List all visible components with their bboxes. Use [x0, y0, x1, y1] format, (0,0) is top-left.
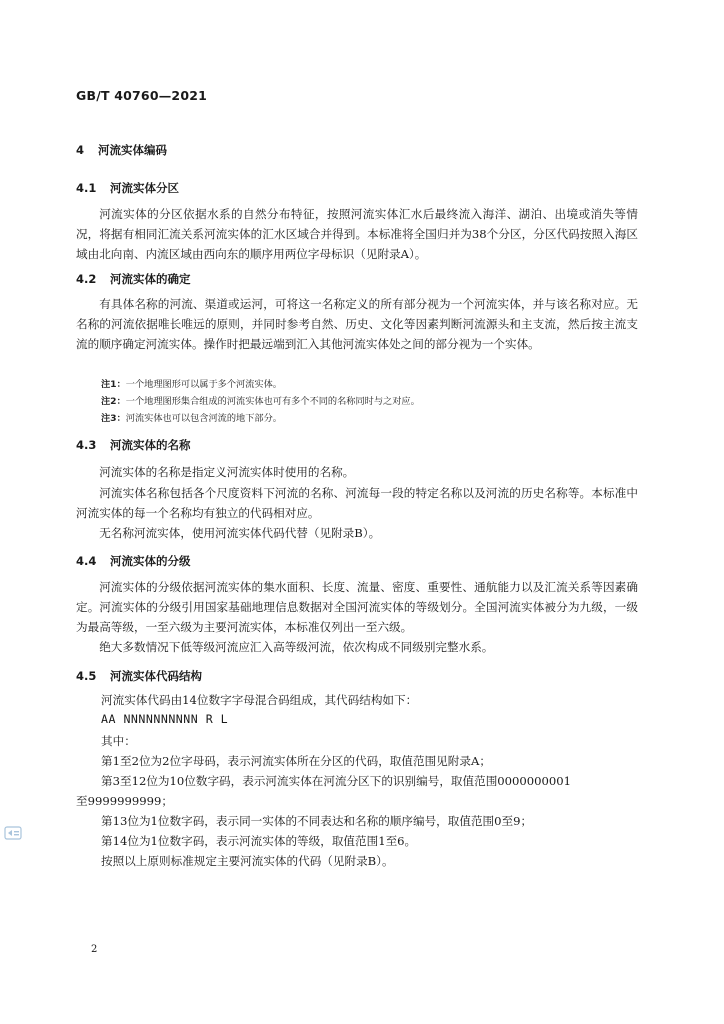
note-text: 一个地理图形可以属于多个河流实体。	[125, 379, 282, 390]
note-tag: 注2：	[101, 396, 126, 407]
section-title: 河流实体分区	[110, 181, 180, 195]
paragraph-4-2: 有具体名称的河流、渠道或运河，可将这一名称定义的所有部分视为一个河流实体，并与该名称对应。无名称的河流依据唯长唯远的原则，并同时参考自然、历史、文化等因素判断河流源头和主支流，然后按主流支流的顺序确定河流实体。操作时把最远端到汇入其他河流实体处之间的部分视为一个实体。	[76, 297, 638, 351]
section-title: 河流实体的分级	[110, 554, 191, 568]
paragraph-4-4-1: 河流实体的分级依据河流实体的集水面积、长度、流量、密度、重要性、通航能力以及汇流关系等因素确定。河流实体的分级引用国家基础地理信息数据对全国河流实体的等级划分。全国河流实体被分为九级，一级为最高等级，一至六级为主要河流实体，本标准仅列出一至六级。	[76, 580, 638, 634]
paragraph-4-3-1: 河流实体的名称是指定义河流实体时使用的名称。	[99, 465, 355, 479]
note-2	[101, 393, 420, 407]
section-title: 河流实体的名称	[110, 438, 191, 452]
note-text: 河流实体也可以包含河流的地下部分。	[125, 413, 282, 424]
code-structure-intro: 河流实体代码由14位数字字母混合码组成，其代码结构如下：	[101, 693, 418, 707]
paragraph-4-1: 河流实体的分区依据水系的自然分布特征，按照河流实体汇水后最终流入海洋、湖泊、出境或消失等情况，将据有相同汇流关系河流实体的汇水区域合并得到。本标准将全国归并为38个分区，分区代码按照入海区域由北向南、内流区域由西向东的顺序用两位字母标识（见附录A）。	[76, 207, 638, 261]
paragraph-4-4-2: 绝大多数情况下低等级河流应汇入高等级河流，依次构成不同级别完整水系。	[99, 640, 494, 654]
section-heading-4-2	[76, 271, 191, 287]
section-heading-4-1	[76, 180, 179, 196]
section-heading-4-3	[76, 437, 191, 453]
note-3	[101, 410, 282, 424]
note-tag: 注1：	[101, 379, 126, 390]
section-number: 4.1	[76, 181, 97, 195]
note-1	[101, 376, 282, 390]
section-heading-4-4	[76, 553, 191, 569]
section-number: 4.4	[76, 554, 97, 568]
code-digit-13: 第13位为1位数字码，表示同一实体的不同表达和名称的顺序编号，取值范围0至9；	[101, 814, 533, 828]
code-digit-3-12: 第3至12位为10位数字码，表示河流实体在河流分区下的识别编号，取值范围0000000001	[101, 774, 572, 788]
code-digit-3-12-cont: 至9999999999；	[76, 794, 173, 808]
watermark-logo-icon	[4, 824, 22, 842]
section-heading-4	[76, 142, 167, 158]
section-number: 4.3	[76, 438, 97, 452]
section-title: 河流实体编码	[98, 143, 168, 157]
code-structure-where: 其中：	[101, 734, 136, 748]
standard-code: GB/T 40760—2021	[76, 88, 208, 103]
page-number: 2	[91, 944, 98, 955]
code-digit-14: 第14位为1位数字码，表示河流实体的等级，取值范围1至6。	[101, 834, 417, 848]
code-structure-pattern: AA NNNNNNNNNN R L	[101, 712, 229, 726]
paragraph-4-3-3: 无名称河流实体，使用河流实体代码代替（见附录B）。	[99, 526, 381, 540]
paragraph-4-3-2: 河流实体名称包括各个尺度资料下河流的名称、河流每一段的特定名称以及河流的历史名称等。本标准中河流实体的每一个名称均有独立的代码相对应。	[76, 486, 638, 520]
section-number: 4.2	[76, 272, 97, 286]
section-heading-4-5	[76, 668, 202, 684]
note-tag: 注3：	[101, 413, 126, 424]
note-text: 一个地理图形集合组成的河流实体也可有多个不同的名称同时与之对应。	[125, 396, 420, 407]
section-number: 4.5	[76, 669, 97, 683]
section-title: 河流实体的确定	[110, 272, 191, 286]
section-number: 4	[76, 143, 85, 157]
code-digit-1-2: 第1至2位为2位字母码，表示河流实体所在分区的代码，取值范围见附录A；	[101, 754, 491, 768]
code-rule-summary: 按照以上原则标准规定主要河流实体的代码（见附录B）。	[101, 854, 394, 868]
section-title: 河流实体代码结构	[110, 669, 203, 683]
